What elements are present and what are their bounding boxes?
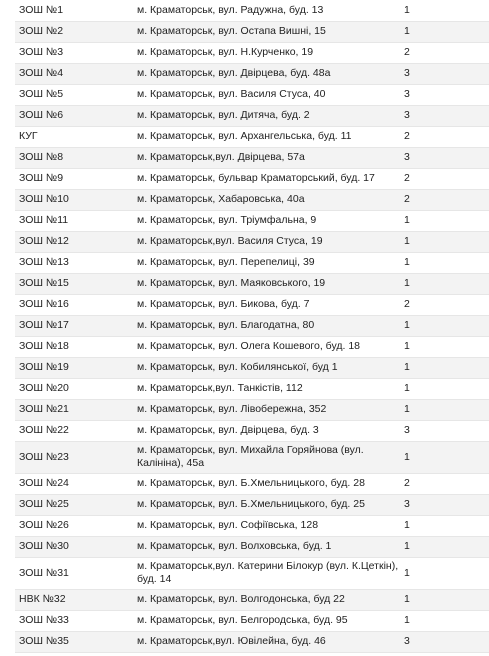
school-address: м. Краматорськ, вул. Перепелиці, 39 <box>133 252 402 273</box>
table-row <box>15 273 489 294</box>
school-address: м. Краматорськ, вул. Дитяча, буд. 2 <box>133 105 402 126</box>
school-address: м. Краматорськ, вул. Михайла Горяйнова (вул. Калініна), 45а <box>133 441 402 473</box>
school-name: ЗОШ №10 <box>15 189 133 210</box>
school-address: м. Краматорськ, вул. Волгодонська, буд 22 <box>133 589 402 610</box>
school-name: ЗОШ №24 <box>15 473 133 494</box>
school-count: 2 <box>402 294 489 315</box>
table-row <box>15 557 489 589</box>
school-count: 1 <box>402 399 489 420</box>
school-count: 3 <box>402 494 489 515</box>
table-row <box>15 231 489 252</box>
school-count: 3 <box>402 420 489 441</box>
school-count: 1 <box>402 252 489 273</box>
school-count: 1 <box>402 336 489 357</box>
school-name: КУГ <box>15 126 133 147</box>
table-row <box>15 441 489 473</box>
school-name: ЗОШ №31 <box>15 557 133 589</box>
school-name: ЗОШ №35 <box>15 631 133 652</box>
school-name: ЗОШ №12 <box>15 231 133 252</box>
table-row <box>15 42 489 63</box>
school-count: 1 <box>402 21 489 42</box>
school-address: м. Краматорськ, вул. Маяковського, 19 <box>133 273 402 294</box>
school-name: ЗОШ №6 <box>15 105 133 126</box>
school-address: м. Краматорськ, вул. Софіївська, 128 <box>133 515 402 536</box>
school-name: ЗОШ №15 <box>15 273 133 294</box>
school-name: ЗОШ №19 <box>15 357 133 378</box>
school-address: м. Краматорськ, вул. Белгородська, буд. 95 <box>133 610 402 631</box>
school-count: 1 <box>402 0 489 21</box>
school-name: ЗОШ №1 <box>15 0 133 21</box>
school-address: м. Краматорськ, вул. Благодатна, 80 <box>133 315 402 336</box>
school-count: 1 <box>402 441 489 473</box>
table-row <box>15 294 489 315</box>
school-name: ЗОШ №9 <box>15 168 133 189</box>
table-row <box>15 536 489 557</box>
school-count: 1 <box>402 589 489 610</box>
school-count: 1 <box>402 273 489 294</box>
school-name: ЗОШ №30 <box>15 536 133 557</box>
school-count: 1 <box>402 231 489 252</box>
school-count: 3 <box>402 105 489 126</box>
table-row <box>15 631 489 652</box>
school-count: 3 <box>402 84 489 105</box>
school-name: ЗОШ №21 <box>15 399 133 420</box>
school-count: 1 <box>402 536 489 557</box>
school-count: 2 <box>402 473 489 494</box>
table-row <box>15 336 489 357</box>
schools-table-container <box>15 0 489 653</box>
school-name: ЗОШ №8 <box>15 147 133 168</box>
school-count: 2 <box>402 168 489 189</box>
school-count: 1 <box>402 315 489 336</box>
table-row <box>15 126 489 147</box>
school-name: ЗОШ №26 <box>15 515 133 536</box>
school-name: ЗОШ №5 <box>15 84 133 105</box>
school-address: м. Краматорськ, вул. Остапа Вишні, 15 <box>133 21 402 42</box>
schools-table <box>15 0 489 653</box>
school-count: 2 <box>402 189 489 210</box>
school-address: м. Краматорськ, вул. Тріумфальна, 9 <box>133 210 402 231</box>
schools-table-body <box>15 0 489 652</box>
school-name: ЗОШ №33 <box>15 610 133 631</box>
table-row <box>15 473 489 494</box>
table-row <box>15 315 489 336</box>
table-row <box>15 420 489 441</box>
school-address: м. Краматорськ, вул. Василя Стуса, 40 <box>133 84 402 105</box>
table-row <box>15 189 489 210</box>
school-address: м. Краматорськ, вул. Двірцева, буд. 3 <box>133 420 402 441</box>
school-name: ЗОШ №3 <box>15 42 133 63</box>
school-count: 3 <box>402 631 489 652</box>
school-address: м. Краматорськ,вул. Катерини Білокур (вул. К.Цеткін), буд. 14 <box>133 557 402 589</box>
school-count: 1 <box>402 610 489 631</box>
table-row <box>15 105 489 126</box>
school-name: ЗОШ №22 <box>15 420 133 441</box>
table-row <box>15 84 489 105</box>
school-address: м. Краматорськ, вул. Кобилянської, буд 1 <box>133 357 402 378</box>
school-address: м. Краматорськ, вул. Олега Кошевого, буд. 18 <box>133 336 402 357</box>
school-name: ЗОШ №20 <box>15 378 133 399</box>
school-name: ЗОШ №25 <box>15 494 133 515</box>
school-name: ЗОШ №11 <box>15 210 133 231</box>
table-row <box>15 147 489 168</box>
school-name: ЗОШ №2 <box>15 21 133 42</box>
school-count: 1 <box>402 210 489 231</box>
school-name: ЗОШ №18 <box>15 336 133 357</box>
table-row <box>15 494 489 515</box>
school-address: м. Краматорськ, вул. Б.Хмельницького, буд. 25 <box>133 494 402 515</box>
table-row <box>15 357 489 378</box>
school-name: ЗОШ №13 <box>15 252 133 273</box>
school-name: ЗОШ №23 <box>15 441 133 473</box>
table-row <box>15 515 489 536</box>
school-name: ЗОШ №4 <box>15 63 133 84</box>
school-name: НВК №32 <box>15 589 133 610</box>
school-address: м. Краматорськ,вул. Двірцева, 57а <box>133 147 402 168</box>
table-row <box>15 399 489 420</box>
school-address: м. Краматорськ, вул. Радужна, буд. 13 <box>133 0 402 21</box>
school-address: м. Краматорськ, вул. Бикова, буд. 7 <box>133 294 402 315</box>
school-address: м. Краматорськ, вул. Лівобережна, 352 <box>133 399 402 420</box>
school-address: м. Краматорськ,вул. Ювілейна, буд. 46 <box>133 631 402 652</box>
school-address: м. Краматорськ, вул. Двірцева, буд. 48а <box>133 63 402 84</box>
table-row <box>15 252 489 273</box>
table-row <box>15 378 489 399</box>
school-count: 3 <box>402 147 489 168</box>
school-name: ЗОШ №17 <box>15 315 133 336</box>
school-address: м. Краматорськ, бульвар Краматорський, буд. 17 <box>133 168 402 189</box>
table-row <box>15 589 489 610</box>
school-address: м. Краматорськ, вул. Волховська, буд. 1 <box>133 536 402 557</box>
school-address: м. Краматорськ, вул. Н.Курченко, 19 <box>133 42 402 63</box>
school-name: ЗОШ №16 <box>15 294 133 315</box>
school-count: 2 <box>402 42 489 63</box>
school-count: 1 <box>402 378 489 399</box>
school-count: 1 <box>402 515 489 536</box>
school-count: 1 <box>402 357 489 378</box>
table-row <box>15 0 489 21</box>
school-address: м. Краматорськ, вул. Б.Хмельницького, буд. 28 <box>133 473 402 494</box>
school-count: 1 <box>402 557 489 589</box>
school-count: 2 <box>402 126 489 147</box>
school-count: 3 <box>402 63 489 84</box>
school-address: м. Краматорськ, вул. Архангельська, буд. 11 <box>133 126 402 147</box>
table-row <box>15 610 489 631</box>
table-row <box>15 63 489 84</box>
table-row <box>15 210 489 231</box>
school-address: м. Краматорськ, Хабаровська, 40а <box>133 189 402 210</box>
table-row <box>15 168 489 189</box>
school-address: м. Краматорськ,вул. Танкістів, 112 <box>133 378 402 399</box>
school-address: м. Краматорськ,вул. Василя Стуса, 19 <box>133 231 402 252</box>
table-row <box>15 21 489 42</box>
